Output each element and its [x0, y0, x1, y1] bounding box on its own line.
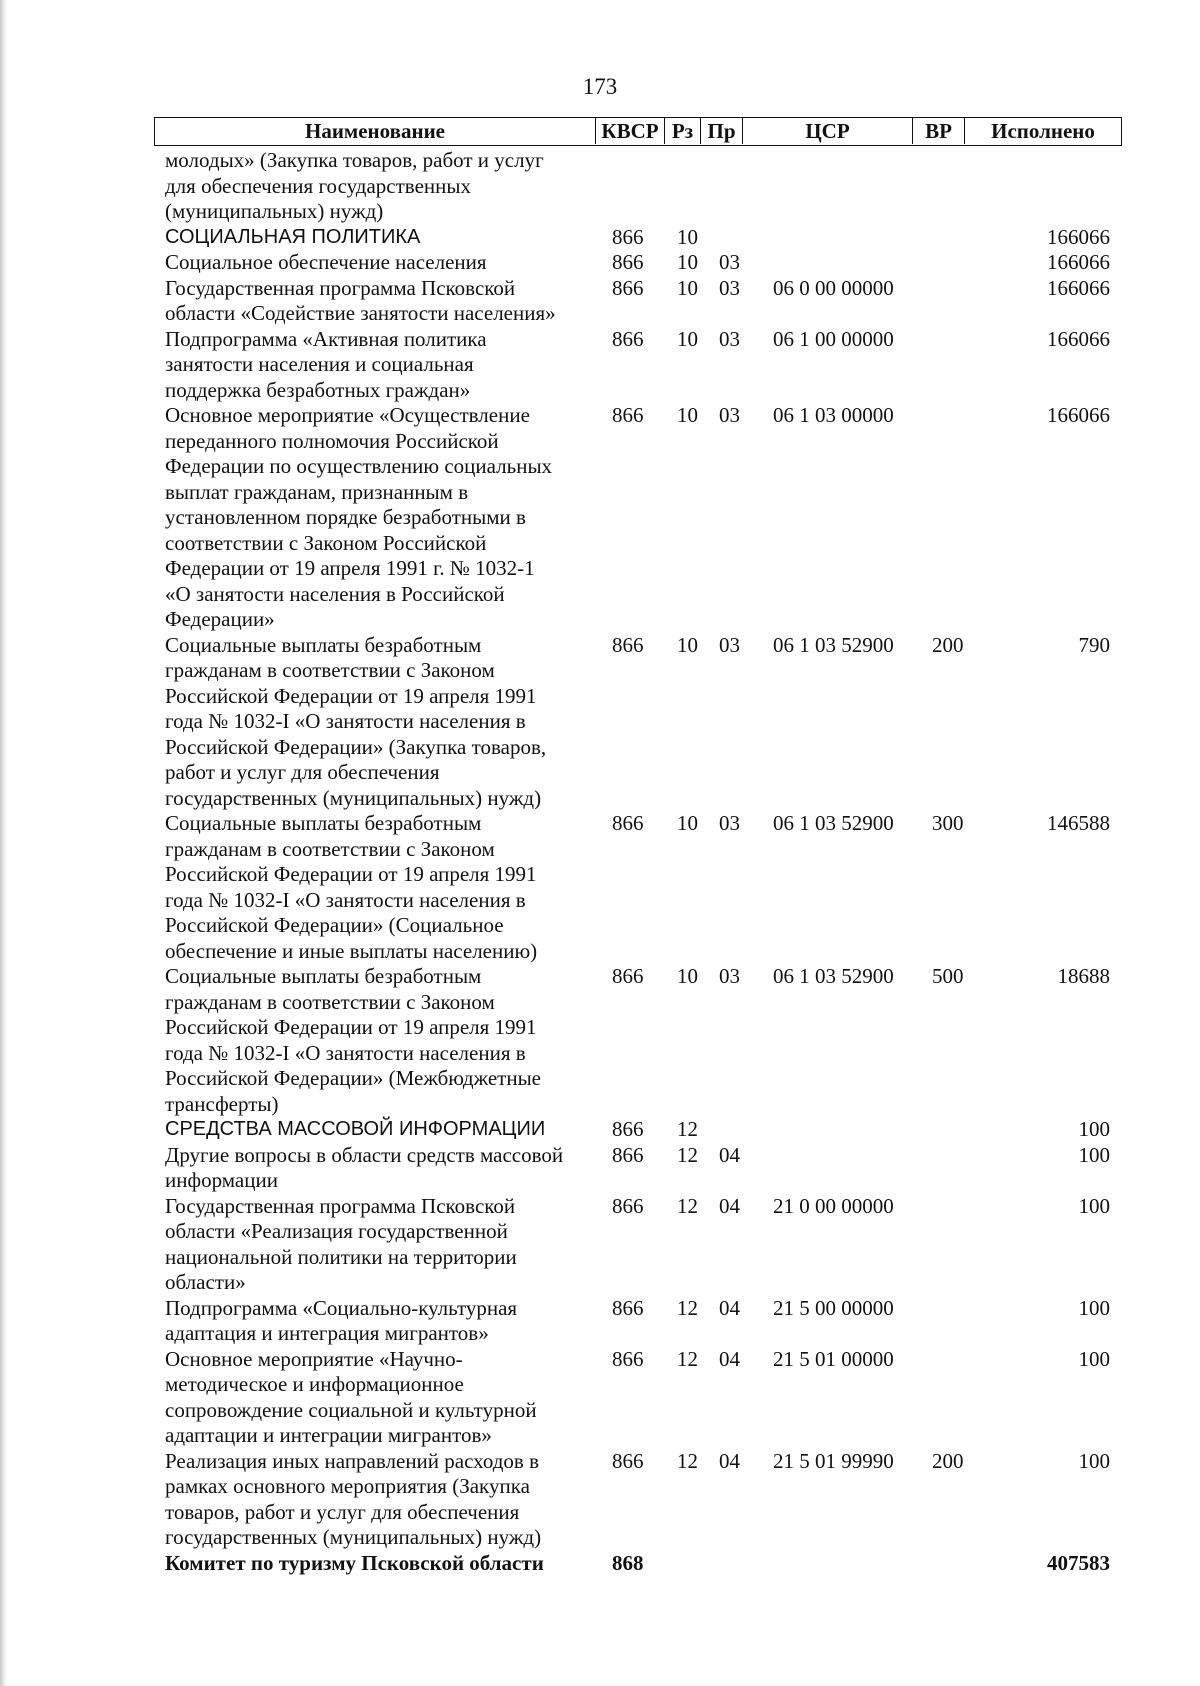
table-row [0, 1117, 1200, 1143]
cell-pr: 03 [719, 250, 740, 274]
table-row [0, 1449, 1200, 1551]
table-row [0, 964, 1200, 1117]
cell-rz: 12 [677, 1193, 698, 1218]
table-body [0, 148, 1200, 1576]
header-name: Наименование [155, 118, 596, 144]
header-ispolneno: Исполнено [991, 119, 1095, 143]
cell-ispolneno: 100 [1078, 1117, 1110, 1141]
cell-vr: 200 [932, 1448, 964, 1473]
table-row [0, 1296, 1200, 1347]
cell-vr: 300 [932, 811, 964, 835]
table-row [0, 225, 1200, 251]
cell-rz: 10 [677, 224, 698, 249]
cell-ispolneno: 166066 [1047, 250, 1110, 274]
table-row [0, 1551, 1200, 1577]
cell-ispolneno: 146588 [1047, 811, 1110, 835]
header-csr: ЦСР [743, 118, 913, 144]
cell-ispolneno: 18688 [1057, 964, 1110, 988]
cell-rz: 10 [677, 326, 698, 351]
cell-csr: 06 1 03 52900 [773, 811, 894, 835]
table-row [0, 1143, 1200, 1194]
cell-name: СРЕДСТВА МАССОВОЙ ИНФОРМАЦИИ [165, 1118, 546, 1140]
cell-vr: 200 [932, 632, 964, 657]
cell-rz: 10 [677, 632, 698, 657]
cell-pr: 03 [719, 632, 740, 657]
cell-csr: 21 5 00 00000 [773, 1295, 894, 1320]
cell-ispolneno: 100 [1078, 1142, 1110, 1167]
cell-rz: 10 [677, 964, 698, 988]
cell-rz: 10 [677, 811, 698, 835]
cell-name: Подпрограмма «Социально-культурная адаптация и интеграция мигрантов» [165, 1295, 518, 1345]
cell-pr: 04 [719, 1448, 740, 1473]
cell-pr: 04 [719, 1193, 740, 1218]
cell-kvsr: 866 [612, 1448, 644, 1473]
cell-pr: 03 [719, 403, 740, 427]
cell-rz: 12 [677, 1117, 698, 1141]
cell-csr: 06 0 00 00000 [773, 275, 894, 300]
cell-rz: 12 [677, 1448, 698, 1473]
cell-pr: 03 [719, 275, 740, 300]
page-number: 173 [582, 74, 618, 99]
header-kvsr: КВСР [596, 118, 665, 144]
table-row [0, 327, 1200, 404]
cell-kvsr: 866 [612, 275, 644, 300]
cell-csr: 21 5 01 99990 [773, 1448, 894, 1473]
cell-name: Основное мероприятие «Осуществление переданного полномочия Российской Федерации по осуществлению социальных выплат гражданам, признанным в установленном порядке безработными в соответствии с Законом Российской Федерации от 19 апреля 1991 г. № 1032-1 «О занятости населения в Российской Федерации» [165, 403, 553, 631]
cell-kvsr: 866 [612, 1193, 644, 1218]
header-vr: ВР [913, 118, 965, 144]
cell-ispolneno: 790 [1078, 632, 1110, 657]
cell-ispolneno: 100 [1078, 1448, 1110, 1473]
cell-ispolneno: 100 [1078, 1346, 1110, 1371]
cell-kvsr: 866 [612, 403, 644, 427]
cell-ispolneno: 100 [1078, 1193, 1110, 1218]
cell-kvsr: 866 [612, 632, 644, 657]
cell-name: Подпрограмма «Активная политика занятости населения и социальная поддержка безработных граждан» [165, 326, 487, 402]
cell-rz: 10 [677, 275, 698, 300]
cell-csr: 06 1 03 52900 [773, 964, 894, 988]
cell-pr: 03 [719, 326, 740, 351]
cell-kvsr: 866 [612, 1295, 644, 1320]
cell-kvsr: 866 [612, 250, 644, 274]
cell-csr: 06 1 00 00000 [773, 326, 894, 351]
cell-kvsr: 866 [612, 811, 644, 835]
cell-name: молодых» (Закупка товаров, работ и услуг для обеспечения государственных (муниципальных) нужд) [165, 148, 544, 223]
cell-kvsr: 866 [612, 964, 644, 988]
cell-ispolneno: 407583 [1047, 1550, 1110, 1575]
cell-pr: 03 [719, 964, 740, 988]
table-row [0, 276, 1200, 327]
cell-csr: 21 5 01 00000 [773, 1346, 894, 1371]
cell-rz: 10 [677, 403, 698, 427]
cell-ispolneno: 166066 [1047, 224, 1110, 249]
cell-pr: 04 [719, 1295, 740, 1320]
cell-name: Другие вопросы в области средств массовой информации [165, 1142, 564, 1192]
table-row [0, 633, 1200, 812]
cell-name: Основное мероприятие «Научно- методическое и информационное сопровождение социальной и культурной адаптации и интеграции мигрантов» [165, 1346, 537, 1447]
cell-pr: 03 [719, 811, 740, 835]
cell-name: Государственная программа Псковской области «Содействие занятости населения» [165, 275, 556, 325]
cell-ispolneno: 100 [1078, 1295, 1110, 1320]
cell-rz: 12 [677, 1142, 698, 1167]
cell-kvsr: 866 [612, 1346, 644, 1371]
cell-pr: 04 [719, 1142, 740, 1167]
cell-name: Социальные выплаты безработным гражданам в соответствии с Законом Российской Федерации от 19 апреля 1991 года № 1032-I «О занятости населения в Российской Федерации» (Социальное обеспечение и иные выплаты населению) [165, 811, 538, 963]
table-row [0, 1347, 1200, 1449]
cell-rz: 12 [677, 1295, 698, 1320]
cell-rz: 12 [677, 1346, 698, 1371]
cell-kvsr: 868 [612, 1550, 644, 1575]
cell-ispolneno: 166066 [1047, 326, 1110, 351]
cell-vr: 500 [932, 964, 964, 988]
cell-csr: 06 1 03 52900 [773, 632, 894, 657]
cell-name: Социальные выплаты безработным гражданам в соответствии с Законом Российской Федерации от 19 апреля 1991 года № 1032-I «О занятости населения в Российской Федерации» (Межбюджетные трансферты) [165, 964, 542, 1116]
table-header [154, 117, 1122, 146]
table-row [0, 250, 1200, 276]
table-row [0, 1194, 1200, 1296]
cell-pr: 04 [719, 1346, 740, 1371]
cell-csr: 06 1 03 00000 [773, 403, 894, 427]
cell-name: Комитет по туризму Псковской области [165, 1550, 544, 1575]
cell-name: Государственная программа Псковской области «Реализация государственной национальной политики на территории области» [165, 1193, 517, 1294]
cell-name: Социальное обеспечение населения [165, 250, 487, 274]
cell-kvsr: 866 [612, 1142, 644, 1167]
table-row [0, 811, 1200, 964]
cell-rz: 10 [677, 250, 698, 274]
table-row [0, 148, 1200, 225]
cell-ispolneno: 166066 [1047, 403, 1110, 427]
cell-csr: 21 0 00 00000 [773, 1193, 894, 1218]
cell-name: СОЦИАЛЬНАЯ ПОЛИТИКА [165, 225, 421, 248]
header-rz: Рз [665, 118, 701, 144]
cell-kvsr: 866 [612, 224, 644, 249]
cell-name: Социальные выплаты безработным гражданам в соответствии с Законом Российской Федерации от 19 апреля 1991 года № 1032-I «О занятости населения в Российской Федерации» (Закупка товаров, работ и услуг для обеспечения государственных (муниципальных) нужд) [165, 632, 547, 810]
cell-name: Реализация иных направлений расходов в рамках основного мероприятия (Закупка товаров, работ и услуг для обеспечения государственных (муниципальных) нужд) [165, 1448, 542, 1549]
cell-kvsr: 866 [612, 1117, 644, 1141]
header-pr: Пр [701, 118, 743, 144]
table-row [0, 403, 1200, 633]
cell-ispolneno: 166066 [1047, 275, 1110, 300]
cell-kvsr: 866 [612, 326, 644, 351]
